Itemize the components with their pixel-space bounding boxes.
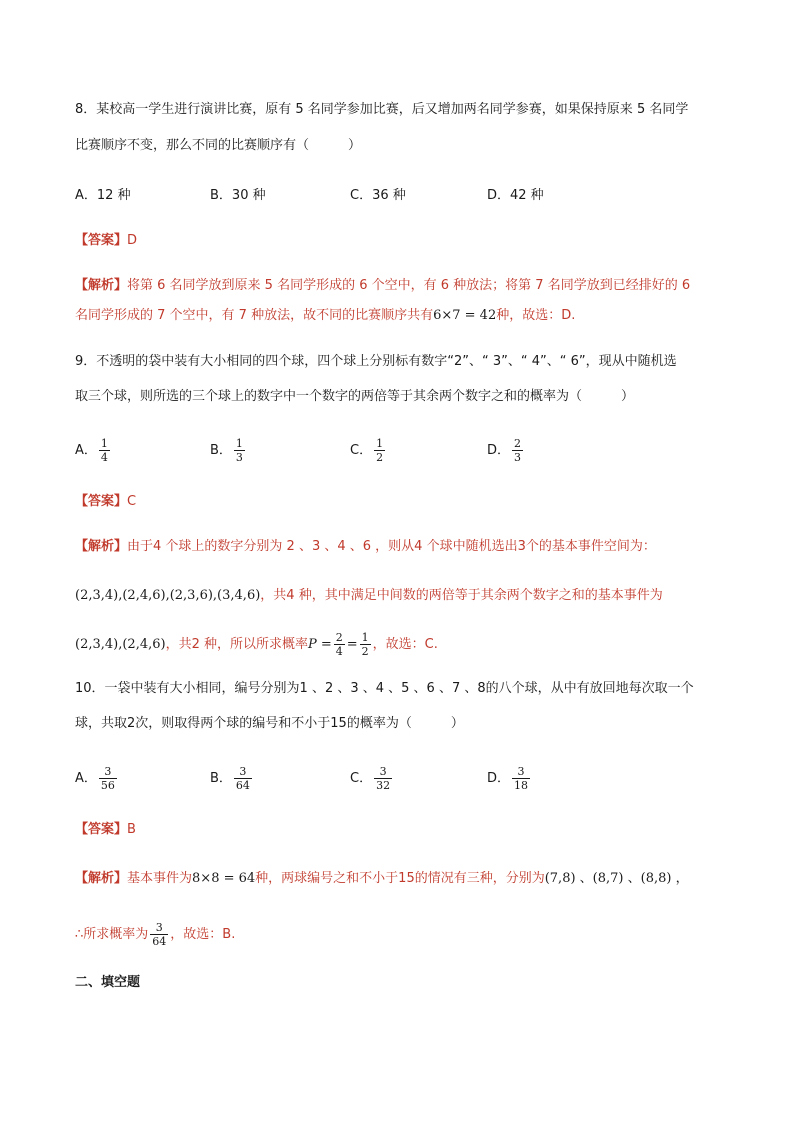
q8-option-b: B．30 种 (210, 188, 266, 203)
q9-option-d (487, 437, 525, 464)
q10-answer (75, 820, 136, 840)
answer-value: B (127, 822, 136, 837)
q9-option-b (210, 437, 247, 464)
q9-analysis-sets2: (2,3,4),(2,4,6) (75, 637, 166, 652)
denominator: 64 (235, 779, 250, 792)
prob-fraction-1 (334, 631, 345, 658)
option-fraction (234, 765, 252, 792)
q9-analysis-line1 (75, 537, 656, 557)
q10-analysis-text1a: 基本事件为 (127, 871, 193, 886)
numerator: 1 (376, 437, 384, 450)
q9-analysis-text3a: ，共2 种，所以所求概率 (165, 637, 308, 652)
q8-option-a: A．12 种 (75, 188, 131, 203)
denominator: 3 (235, 451, 243, 464)
q8-analysis-text2a: 名同学形成的 7 个空中，有 7 种放法，故不同的比赛顺序共有 (75, 308, 434, 323)
numerator: 1 (100, 437, 108, 450)
q9-analysis-text1: 由于4 个球上的数字分别为 2 、3 、4 、6 ，则从4 个球中随机选出3个的基本事件空间为： (127, 539, 656, 554)
option-label: D． (487, 443, 511, 458)
q9-answer (75, 492, 136, 512)
q9-option-c (350, 437, 387, 464)
q9-analysis-line3 (75, 630, 438, 660)
q10-analysis-math: 8×8 = 64 (192, 871, 256, 886)
prob-fraction-2 (360, 631, 371, 658)
numerator: 1 (235, 437, 243, 450)
q10-analysis-text2b: ，故选：B. (170, 927, 236, 942)
q10-stem-line1: 10．一袋中装有大小相同，编号分别为1 、2 、3 、4 、5 、6 、7 、8的八个球，从中有放回地每次取一个 (75, 681, 694, 696)
denominator: 2 (376, 451, 384, 464)
numerator: 3 (155, 921, 163, 934)
option-label: B． (210, 443, 232, 458)
numerator: 3 (379, 765, 387, 778)
q8-analysis-text1: 将第 6 名同学放到原来 5 名同学形成的 6 个空中，有 6 种放法；将第 7 名同学放到已经排好的 6 (127, 278, 691, 293)
q9-option-a (75, 437, 112, 464)
denominator: 3 (514, 451, 522, 464)
q8-answer (75, 231, 137, 251)
q8-analysis-line2 (75, 306, 575, 326)
option-label: A． (75, 443, 97, 458)
analysis-label: 【解析】 (75, 871, 128, 886)
q10-option-c (350, 765, 394, 792)
option-label: B． (210, 771, 232, 786)
option-fraction (374, 765, 392, 792)
q10-analysis-text2a: ∴所求概率为 (75, 927, 149, 942)
q9-analysis-text3b: ，故选：C. (372, 637, 438, 652)
q10-option-d (487, 765, 532, 792)
option-fraction (374, 437, 385, 464)
option-label: C． (350, 443, 373, 458)
numerator: 3 (104, 765, 112, 778)
answer-label: 【答案】 (75, 494, 128, 509)
denominator: 56 (100, 779, 115, 792)
denominator: 64 (152, 935, 167, 948)
numerator: 1 (361, 631, 369, 644)
option-fraction (234, 437, 245, 464)
denominator: 32 (376, 779, 391, 792)
q9-stem-line2: 取三个球，则所选的三个球上的数字中一个数字的两倍等于其余两个数字之和的概率为（ ） (75, 389, 635, 404)
numerator: 2 (514, 437, 522, 450)
q8-analysis-math: 6×7 = 42 (433, 308, 497, 323)
q8-stem-line1: 8．某校高一学生进行演讲比赛，原有 5 名同学参加比赛，后又增加两名同学参赛，如果保持原来 5 名同学 (75, 102, 689, 117)
q10-stem-line2: 球，共取2次，则取得两个球的编号和不小于15的概率为（ ） (75, 716, 464, 731)
answer-label: 【答案】 (75, 233, 128, 248)
numerator: 2 (335, 631, 343, 644)
q9-stem-line1: 9．不透明的袋中装有大小相同的四个球，四个球上分别标有数字“2”、“ 3”、“ 4”、“ 6”，现从中随机选 (75, 354, 677, 369)
denominator: 2 (361, 645, 369, 658)
q10-analysis-pairs: (7,8) 、(8,7) 、(8,8) ， (544, 871, 689, 886)
numerator: 3 (239, 765, 247, 778)
prob-symbol: P = (307, 637, 332, 652)
analysis-label: 【解析】 (75, 539, 128, 554)
q10-analysis-text1b: 种，两球编号之和不小于15的情况有三种，分别为 (255, 871, 545, 886)
option-fraction (99, 437, 110, 464)
option-label: A． (75, 771, 97, 786)
q8-option-d: D．42 种 (487, 188, 544, 203)
denominator: 4 (100, 451, 108, 464)
q8-stem-line2: 比赛顺序不变，那么不同的比赛顺序有（ ） (75, 138, 362, 153)
denominator: 18 (514, 779, 529, 792)
option-fraction (512, 765, 530, 792)
q9-analysis-sets: (2,3,4),(2,4,6),(2,3,6),(3,4,6) (75, 588, 261, 603)
option-label: C． (350, 771, 373, 786)
section-title: 二、填空题 (75, 975, 141, 990)
q10-analysis-line1 (75, 869, 689, 889)
q9-analysis-line2 (75, 586, 663, 606)
analysis-label: 【解析】 (75, 278, 128, 293)
option-fraction (512, 437, 523, 464)
option-fraction (99, 765, 117, 792)
equals-sign: = (346, 637, 358, 652)
q9-analysis-text2: ，共4 种，其中满足中间数的两倍等于其余两个数字之和的基本事件为 (260, 588, 663, 603)
denominator: 4 (335, 645, 343, 658)
q10-analysis-line2 (75, 920, 235, 950)
numerator: 3 (517, 765, 525, 778)
q8-option-c: C．36 种 (350, 188, 406, 203)
answer-value: C (127, 494, 137, 509)
answer-label: 【答案】 (75, 822, 128, 837)
option-label: D． (487, 771, 511, 786)
q10-option-a (75, 765, 119, 792)
q8-analysis-line1 (75, 276, 690, 296)
answer-value: D (127, 233, 138, 248)
q8-analysis-text2b: 种，故选：D. (496, 308, 576, 323)
prob-fraction (150, 921, 168, 948)
q10-option-b (210, 765, 254, 792)
